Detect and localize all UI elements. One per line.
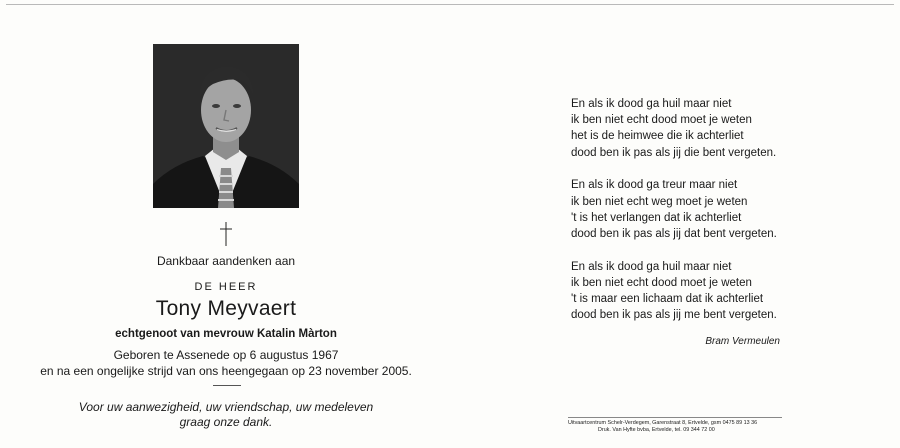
birth-line: Geboren te Assenede op 6 augustus 1967: [113, 348, 339, 362]
poem: [571, 96, 891, 340]
death-line: en na een ongelijke strijd van ons heengegaan op 23 november 2005.: [40, 364, 412, 378]
poem-line: 't is maar een lichaam dat ik achterliet: [571, 293, 764, 306]
poem-stanza-2: [571, 177, 891, 242]
poem-line: het is de heimwee die ik achterliet: [571, 130, 744, 143]
poem-author: Bram Vermeulen: [705, 336, 780, 347]
poem-line: dood ben ik pas als jij me bent vergeten.: [571, 309, 777, 322]
poem-line: ik ben niet echt weg moet je weten: [571, 195, 748, 208]
poem-line: dood ben ik pas als jij die bent vergeten.: [571, 146, 777, 159]
poem-line: ik ben niet echt dood moet je weten: [571, 114, 752, 127]
thanks-line-1: Voor uw aanwezigheid, uw vriendschap, uw medeleven: [78, 400, 374, 414]
poem-line: En als ik dood ga huil maar niet: [571, 98, 732, 110]
printer-imprint: [568, 417, 782, 434]
imprint-line-1: Uitvaartcentrum Schelr-Verdegem, Garenstraat 8, Ertvelde, gsm 0475 89 13 36: [568, 420, 758, 426]
poem-line: En als ik dood ga huil maar niet: [571, 260, 732, 273]
gratitude-text: Dankbaar aandenken aan: [156, 254, 296, 268]
honorific-title: DE HEER: [194, 281, 258, 293]
poem-line: 't is het verlangen dat ik achterliet: [571, 211, 742, 224]
separator-line: [213, 385, 241, 386]
poem-stanza-1: [571, 96, 891, 161]
portrait-photo: [153, 44, 299, 208]
poem-stanza-3: [571, 259, 891, 324]
poem-line: En als ik dood ga treur maar niet: [571, 179, 738, 192]
portrait-photo-icon: [153, 44, 299, 208]
right-panel: [450, 0, 900, 448]
imprint-line-2: Druk. Van Hyfte bvba, Ertvelde, tel. 09 344 72 00: [598, 427, 715, 433]
poem-line: dood ben ik pas als jij dat bent vergeten.: [571, 228, 777, 241]
cross-icon: [219, 222, 233, 246]
thanks-line-2: graag onze dank.: [179, 415, 273, 429]
poem-line: ik ben niet echt dood moet je weten: [571, 277, 752, 290]
deceased-name: Tony Meyvaert: [155, 297, 297, 320]
spouse-line: echtgenoot van mevrouw Katalin Màrton: [115, 328, 337, 340]
